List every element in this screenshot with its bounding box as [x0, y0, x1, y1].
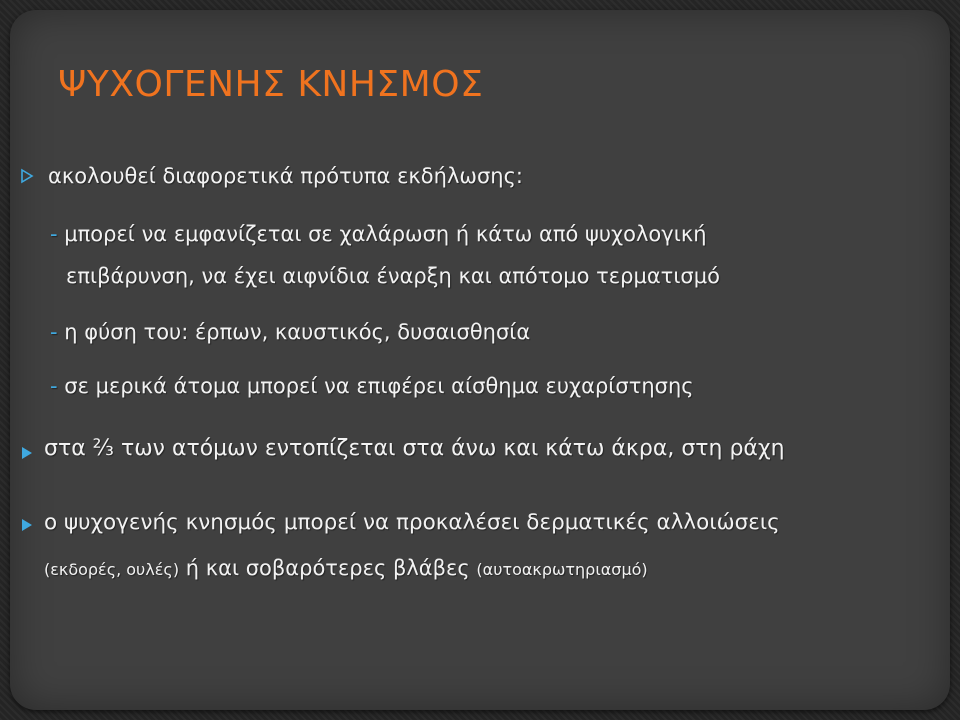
- dash-marker: -: [50, 374, 65, 398]
- bullet-3-middle: ή και σοβαρότερες βλάβες: [179, 556, 477, 580]
- bullet-3-line-2: [44, 556, 648, 580]
- subitem-2-text: η φύση του: έρπων, καυστικός, δυσαισθησία: [64, 320, 531, 344]
- subitem-1-line-2: επιβάρυνση, να έχει αιφνίδια έναρξη και απότομο τερματισμό: [66, 264, 720, 288]
- slide-title: ΨΥΧΟΓΕΝΗΣ ΚΝΗΣΜΟΣ: [58, 64, 484, 105]
- dash-marker: -: [50, 222, 65, 246]
- dash-marker: -: [50, 320, 65, 344]
- triangle-outline-icon: [20, 168, 34, 184]
- content-panel: [10, 10, 950, 710]
- subitem-2: [50, 320, 530, 344]
- subitem-3-text: σε μερικά άτομα μπορεί να επιφέρει αίσθημα ευχαρίστησης: [64, 374, 694, 398]
- triangle-solid-icon: [21, 518, 33, 532]
- bullet-1-text: ακολουθεί διαφορετικά πρότυπα εκδήλωσης:: [48, 164, 523, 188]
- subitem-3: [50, 374, 694, 398]
- bullet-2-text: στα ⅔ των ατόμων εντοπίζεται στα άνω και κάτω άκρα, στη ράχη: [44, 436, 785, 461]
- bullet-3-parenthetical-2: (αυτοακρωτηριασμό): [476, 560, 648, 579]
- subitem-1-line-1: [50, 222, 707, 246]
- bullet-3-line-1: ο ψυχογενής κνησμός μπορεί να προκαλέσει δερματικές αλλοιώσεις: [44, 510, 780, 535]
- triangle-solid-icon: [21, 446, 33, 460]
- subitem-1-text: μπορεί να εμφανίζεται σε χαλάρωση ή κάτω από ψυχολογική: [64, 222, 707, 246]
- bullet-3-parenthetical-1: (εκδορές, ουλές): [44, 560, 180, 579]
